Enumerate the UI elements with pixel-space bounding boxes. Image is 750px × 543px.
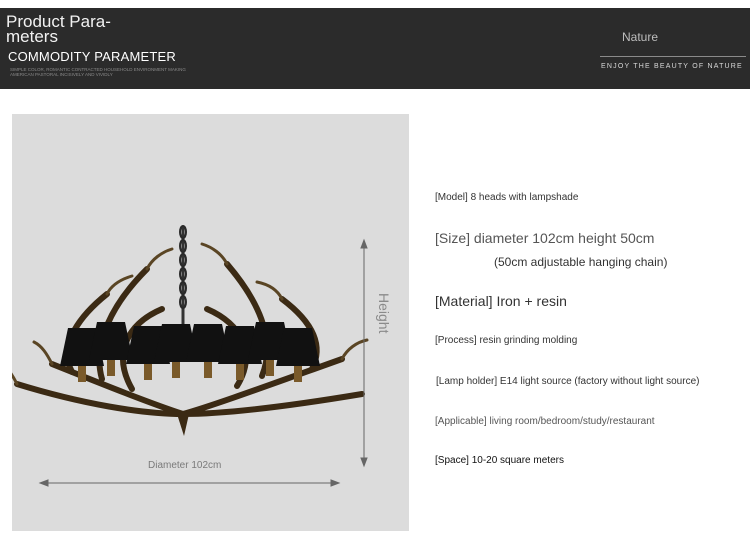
header-tagline: SIMPLE COLOR, ROMANTIC CONTRACTED HOUSEHOLD ENVIRONMENT MAKING AMERICAN PASTORAL INCISIVELY AND VIVIDLY — [10, 67, 186, 77]
diameter-label: Diameter 102cm — [148, 460, 222, 471]
brand-tagline: ENJOY THE BEAUTY OF NATURE — [601, 63, 743, 70]
header-banner — [0, 8, 750, 89]
brand-logo: Nature — [622, 30, 659, 44]
param-chain: (50cm adjustable hanging chain) — [494, 255, 668, 269]
page-subtitle: COMMODITY PARAMETER — [8, 49, 176, 64]
param-model: [Model] 8 heads with lampshade — [435, 192, 579, 203]
param-size: [Size] diameter 102cm height 50cm — [435, 230, 655, 246]
param-applicable: [Applicable] living room/bedroom/study/restaurant — [435, 416, 655, 427]
height-label: Height — [376, 293, 392, 334]
param-process: [Process] resin grinding molding — [435, 335, 578, 346]
page-title: Product Para- meters — [6, 12, 111, 46]
param-material: [Material] Iron + resin — [435, 293, 567, 309]
param-lamp-holder: [Lamp holder] E14 light source (factory without light source) — [436, 376, 700, 387]
brand-divider — [600, 56, 746, 57]
product-image — [12, 114, 409, 531]
param-space: [Space] 10-20 square meters — [435, 455, 564, 466]
